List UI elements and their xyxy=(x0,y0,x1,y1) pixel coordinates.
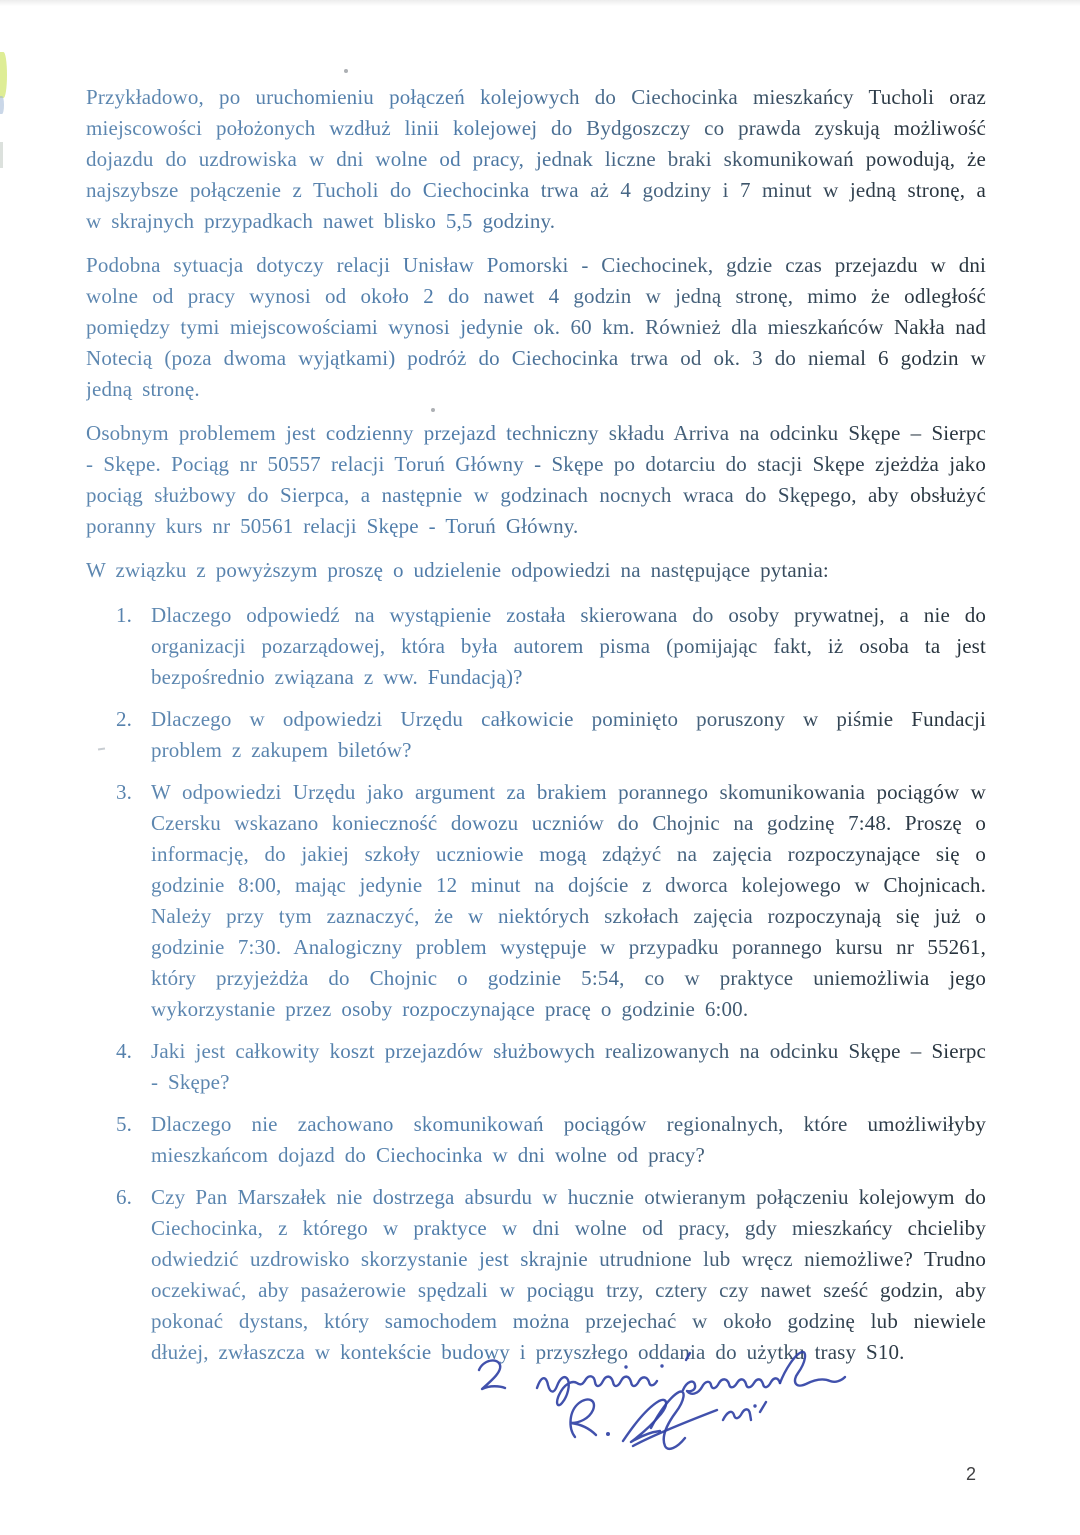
left-edge-blue-mark xyxy=(0,96,4,114)
question-text: Czy Pan Marszałek nie dostrzega absurdu w hucznie otwieranym połączeniu kolejowym do Ciechocinka, z którego w praktyce w dni wolne od pracy, gdy mieszkańcy chcieliby odwiedzić uzdrowisko skorzystanie jest skrajnie utrudnione lub wręcz niemożliwe? Trudno oczekiwać, aby pasażerowie spędzali w pociągu trzy, cztery czy nawet sześć godzin, aby pokonać dystans, który samochodem można przejechać w około godzinę lub niewiele dłużej, zwłaszcza w kontekście budowy i przyszłego oddania do użytku trasy S10. xyxy=(151,1182,986,1368)
questions-intro: W związku z powyższym proszę o udzielenie odpowiedzi na następujące pytania: xyxy=(86,555,986,586)
question-item xyxy=(116,777,986,1025)
closing-i-dot xyxy=(660,1364,663,1367)
question-text: Dlaczego odpowiedź na wystąpienie została skierowana do osoby prywatnej, a nie do organizacji pozarządowej, która była autorem pisma (pomijając fakt, iż osoba ta jest bezpośrednio związana z ww. Fundacją)? xyxy=(151,600,986,693)
handwritten-signature xyxy=(455,1340,885,1455)
letter-body xyxy=(86,82,986,1379)
question-number: 4. xyxy=(116,1036,151,1098)
question-text: W odpowiedzi Urzędu jako argument za brakiem porannego skomunikowania pociągów w Czersku wskazano konieczność dowozu uczniów do Chojnic na godzinę 7:48. Proszę o informację, do jakiej szkoły uczniowie mogą zdążyć na zajęcia rozpoczynające się o godzinie 8:00, mając jedynie 12 minut na dojście z dworca kolejowego w Chojnicach. Należy przy tym zaznaczyć, że w niektórych szkołach zajęcia rozpoczynają się już o godzinie 7:30. Analogiczny problem występuje w przypadku porannego kursu nr 55261, który przyjeżdża do Chojnic o godzinie 5:54, co w praktyce uniemożliwia jego wykorzystanie przez osoby rozpoczynające pracę o godzinie 6:00. xyxy=(151,777,986,1025)
closing-i-dot xyxy=(624,1365,627,1368)
question-item xyxy=(116,600,986,693)
closing-accent-tick xyxy=(686,1353,690,1360)
left-edge-gray-mark xyxy=(0,142,3,168)
closing-word2-stroke xyxy=(683,1378,780,1393)
signature-end-zigzag xyxy=(723,1409,751,1420)
closing-z-stroke xyxy=(479,1360,505,1389)
signature-end-dot xyxy=(753,1404,756,1407)
question-text: Jaki jest całkowity koszt przejazdów służbowych realizowanych na odcinku Skępe – Sierpc - Skępe? xyxy=(151,1036,986,1098)
page-number: 2 xyxy=(966,1464,977,1484)
question-item xyxy=(116,1036,986,1098)
question-number: 6. xyxy=(116,1182,151,1368)
scan-edge-artifact xyxy=(0,0,1080,6)
question-item xyxy=(116,704,986,766)
question-text: Dlaczego w odpowiedzi Urzędu całkowicie pominięto poruszony w piśmie Fundacji problem z zakupem biletów? xyxy=(151,704,986,766)
question-number: 5. xyxy=(116,1109,151,1171)
question-item xyxy=(116,1109,986,1171)
question-number: 3. xyxy=(116,777,151,1025)
left-edge-yellow-mark xyxy=(0,52,7,98)
question-text: Dlaczego nie zachowano skomunikowań pociągów regionalnych, które umożliwiłyby mieszkańcom dojazd do Ciechocinka w dni wolne od pracy? xyxy=(151,1109,986,1171)
paragraph-tucholi: Przykładowo, po uruchomieniu połączeń kolejowych do Ciechocinka mieszkańcy Tucholi oraz miejscowości położonych wzdłuż linii kolejowej do Bydgoszczy co prawda zyskują możliwość dojazdu do uzdrowiska w dni wolne od pracy, jednak liczne braki skomunikowań powodują, że najszybsze połączenie z Tucholi do Ciechocinka trwa aż 4 godziny i 7 minut w jedną stronę, a w skrajnych przypadkach nawet blisko 5,5 godziny. xyxy=(86,82,986,237)
paragraph-skepe: Osobnym problemem jest codzienny przejazd techniczny składu Arriva na odcinku Skępe – Sierpc - Skępe. Pociąg nr 50557 relacji Toruń Główny - Skępe po dotarciu do stacji Skępe zjeżdża jako pociąg służbowy do Sierpca, a następnie w godzinach nocnych wraca do Skępego, aby obsłużyć poranny kurs nr 50561 relacji Skępe - Toruń Główny. xyxy=(86,418,986,542)
closing-word2-flourish xyxy=(780,1352,845,1386)
signature-descender-stroke xyxy=(651,1392,685,1449)
signature-loop-stroke xyxy=(623,1400,666,1442)
paragraph-unislaw: Podobna sytuacja dotyczy relacji Unisław Pomorski - Ciechocinek, gdzie czas przejazdu w dni wolne od pracy wynosi od około 2 do nawet 4 godzin w jedną stronę, mimo że odległość pomiędzy tymi miejscowościami wynosi jedynie ok. 60 km. Również dla mieszkańców Nakła nad Notecią (poza dwoma wyjątkami) podróż do Ciechocinka trwa od ok. 3 do niemal 6 godzin w jedną stronę. xyxy=(86,250,986,405)
signature-end-tick xyxy=(760,1402,766,1412)
signature-dot xyxy=(606,1432,610,1436)
question-number: 1. xyxy=(116,600,151,693)
question-number: 2. xyxy=(116,704,151,766)
scan-speck xyxy=(344,69,348,73)
signature-r-stroke xyxy=(570,1399,596,1437)
question-list xyxy=(86,600,986,1368)
closing-word1-stroke xyxy=(537,1376,657,1405)
